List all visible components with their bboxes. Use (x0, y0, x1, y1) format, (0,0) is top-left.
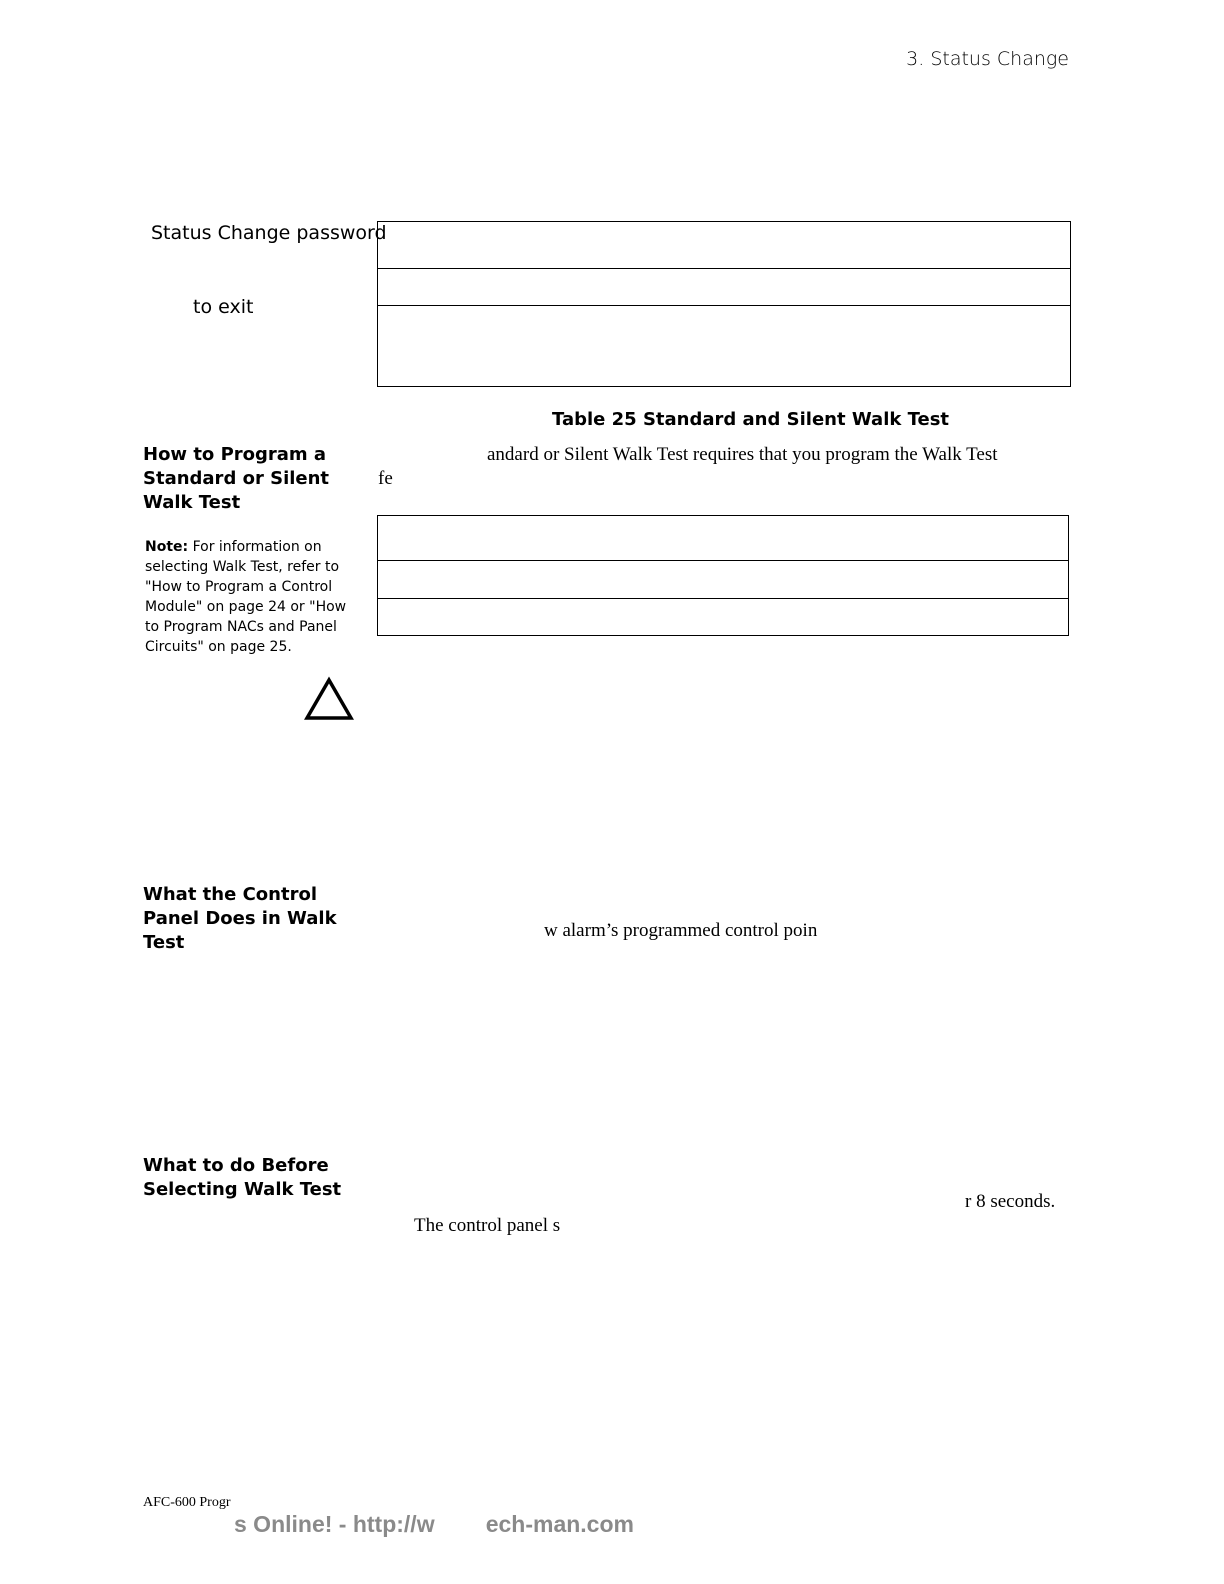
to-exit-label: to exit (193, 296, 254, 318)
table-row (378, 516, 1068, 561)
table-25-caption: Table 25 Standard and Silent Walk Test (552, 409, 950, 430)
page-header-section-title: 3. Status Change (906, 48, 1069, 70)
note-label: Note: (145, 539, 189, 555)
how-to-program-body-line2: fe (378, 468, 393, 489)
section-heading-what-control-panel: What the Control Panel Does in Walk Test (143, 884, 337, 953)
table-row (378, 306, 1070, 386)
what-to-do-body-line2: The control panel s (414, 1215, 561, 1236)
footer-watermark: s Online! - http://w ech-man.com (234, 1511, 634, 1537)
table-row (378, 599, 1068, 635)
table-row (378, 222, 1070, 269)
status-change-password-label: Status Change password (151, 222, 387, 244)
how-to-program-body-line1: andard or Silent Walk Test requires that you program the Walk Test (487, 444, 998, 465)
section-heading-how-to-program: How to Program a Standard or Silent Walk Test (143, 444, 330, 513)
warning-triangle-icon (304, 676, 354, 722)
section-heading-what-to-do-before: What to do Before Selecting Walk Test (143, 1155, 342, 1200)
what-control-panel-body-line1: w alarm’s programmed control poin (544, 920, 818, 941)
status-change-table (377, 221, 1071, 387)
footer-doc-title: AFC-600 Progr (143, 1495, 231, 1510)
note-text: For information on selecting Walk Test, refer to "How to Program a Control Module" on page 24 or "How to Program NACs and Panel Circuits" on page 25. (145, 539, 347, 655)
walk-test-table (377, 515, 1069, 636)
walk-test-note (145, 537, 350, 657)
table-row (378, 561, 1068, 599)
table-row (378, 269, 1070, 306)
what-to-do-body-line1: r 8 seconds. (965, 1191, 1056, 1212)
